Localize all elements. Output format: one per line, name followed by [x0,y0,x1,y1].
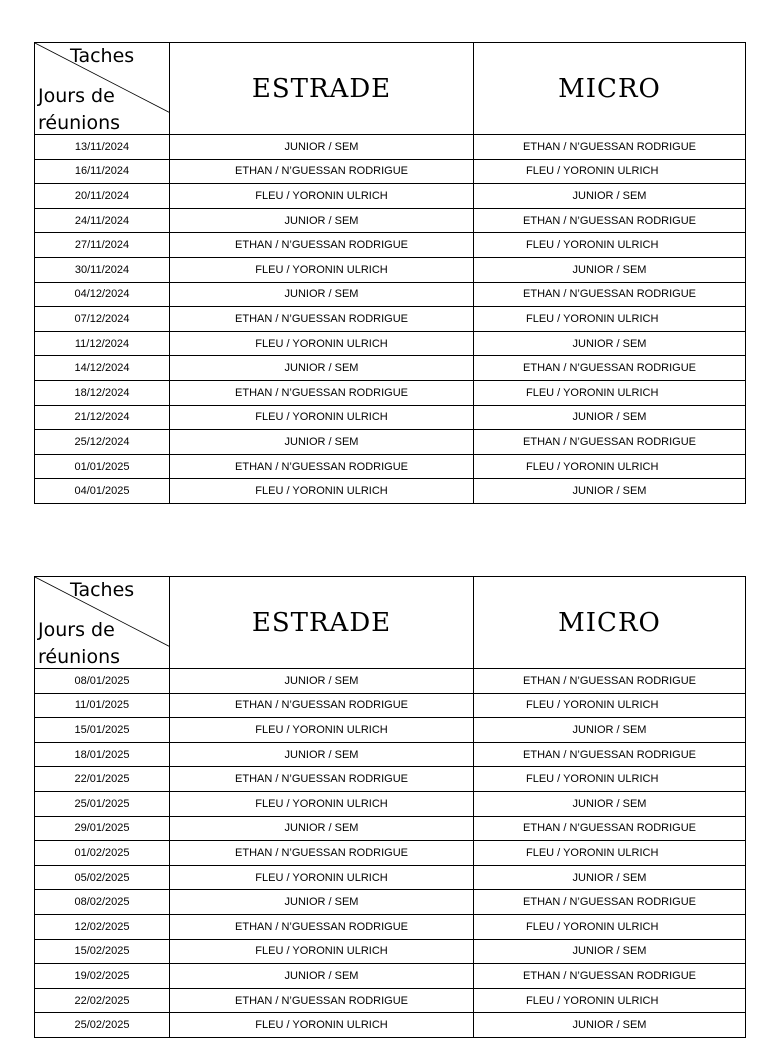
date-cell: 24/11/2024 [35,208,170,233]
table-row [35,767,746,792]
table-row [35,1013,746,1038]
table-row [35,282,746,307]
micro-cell: JUNIOR / SEM [474,791,746,816]
date-cell: 25/12/2024 [35,430,170,455]
table-row [35,135,746,160]
corner-label-taches: Taches [70,579,135,601]
table-row [35,159,746,184]
date-cell: 15/02/2025 [35,939,170,964]
date-cell: 11/01/2025 [35,693,170,718]
date-cell: 15/01/2025 [35,718,170,743]
date-cell: 04/01/2025 [35,479,170,504]
table-row [35,742,746,767]
estrade-cell: ETHAN / N’GUESSAN RODRIGUE [170,159,474,184]
estrade-cell: FLEU / YORONIN ULRICH [170,184,474,209]
estrade-cell: ETHAN / N’GUESSAN RODRIGUE [170,454,474,479]
table-row [35,841,746,866]
table-row [35,405,746,430]
date-cell: 18/12/2024 [35,380,170,405]
micro-cell: JUNIOR / SEM [474,1013,746,1038]
date-cell: 13/11/2024 [35,135,170,160]
micro-cell: FLEU / YORONIN ULRICH [474,988,746,1013]
estrade-cell: JUNIOR / SEM [170,430,474,455]
micro-cell: ETHAN / N’GUESSAN RODRIGUE [474,135,746,160]
table-row [35,331,746,356]
estrade-cell: ETHAN / N’GUESSAN RODRIGUE [170,841,474,866]
column-header-estrade: ESTRADE [170,577,474,669]
estrade-cell: ETHAN / N’GUESSAN RODRIGUE [170,693,474,718]
micro-cell: FLEU / YORONIN ULRICH [474,380,746,405]
column-header-micro: MICRO [474,577,746,669]
estrade-cell: JUNIOR / SEM [170,135,474,160]
micro-cell: ETHAN / N’GUESSAN RODRIGUE [474,890,746,915]
micro-cell: FLEU / YORONIN ULRICH [474,841,746,866]
date-cell: 30/11/2024 [35,257,170,282]
table-row [35,257,746,282]
estrade-cell: ETHAN / N’GUESSAN RODRIGUE [170,767,474,792]
micro-cell: ETHAN / N’GUESSAN RODRIGUE [474,964,746,989]
estrade-cell: FLEU / YORONIN ULRICH [170,718,474,743]
date-cell: 29/01/2025 [35,816,170,841]
date-cell: 07/12/2024 [35,307,170,332]
estrade-cell: JUNIOR / SEM [170,964,474,989]
date-cell: 25/02/2025 [35,1013,170,1038]
estrade-cell: JUNIOR / SEM [170,669,474,694]
table-row [35,307,746,332]
date-cell: 22/02/2025 [35,988,170,1013]
micro-cell: FLEU / YORONIN ULRICH [474,159,746,184]
micro-cell: FLEU / YORONIN ULRICH [474,767,746,792]
date-cell: 04/12/2024 [35,282,170,307]
estrade-cell: FLEU / YORONIN ULRICH [170,865,474,890]
corner-header-cell [35,43,170,135]
estrade-cell: JUNIOR / SEM [170,208,474,233]
estrade-cell: JUNIOR / SEM [170,282,474,307]
micro-cell: JUNIOR / SEM [474,405,746,430]
date-cell: 05/02/2025 [35,865,170,890]
micro-cell: JUNIOR / SEM [474,257,746,282]
micro-cell: ETHAN / N’GUESSAN RODRIGUE [474,816,746,841]
micro-cell: FLEU / YORONIN ULRICH [474,693,746,718]
date-cell: 01/02/2025 [35,841,170,866]
table-row [35,479,746,504]
estrade-cell: ETHAN / N’GUESSAN RODRIGUE [170,233,474,258]
date-cell: 25/01/2025 [35,791,170,816]
micro-cell: FLEU / YORONIN ULRICH [474,454,746,479]
micro-cell: JUNIOR / SEM [474,865,746,890]
table-row [35,914,746,939]
date-cell: 19/02/2025 [35,964,170,989]
date-cell: 27/11/2024 [35,233,170,258]
estrade-cell: ETHAN / N’GUESSAN RODRIGUE [170,307,474,332]
date-cell: 21/12/2024 [35,405,170,430]
header-row [35,577,746,669]
header-row [35,43,746,135]
estrade-cell: FLEU / YORONIN ULRICH [170,331,474,356]
table-row [35,988,746,1013]
date-cell: 12/02/2025 [35,914,170,939]
table-row [35,816,746,841]
date-cell: 20/11/2024 [35,184,170,209]
micro-cell: JUNIOR / SEM [474,479,746,504]
micro-cell: JUNIOR / SEM [474,331,746,356]
estrade-cell: FLEU / YORONIN ULRICH [170,479,474,504]
estrade-cell: FLEU / YORONIN ULRICH [170,257,474,282]
micro-cell: JUNIOR / SEM [474,718,746,743]
table-row [35,693,746,718]
date-cell: 16/11/2024 [35,159,170,184]
micro-cell: FLEU / YORONIN ULRICH [474,307,746,332]
estrade-cell: JUNIOR / SEM [170,742,474,767]
estrade-cell: FLEU / YORONIN ULRICH [170,1013,474,1038]
schedule-table-1 [34,42,746,504]
micro-cell: ETHAN / N’GUESSAN RODRIGUE [474,742,746,767]
micro-cell: JUNIOR / SEM [474,939,746,964]
micro-cell: ETHAN / N’GUESSAN RODRIGUE [474,208,746,233]
table-row [35,865,746,890]
date-cell: 01/01/2025 [35,454,170,479]
estrade-cell: JUNIOR / SEM [170,356,474,381]
corner-label-jours: Jours de réunions [38,85,121,134]
table-row [35,454,746,479]
table-row [35,890,746,915]
table-row [35,208,746,233]
estrade-cell: ETHAN / N’GUESSAN RODRIGUE [170,914,474,939]
date-cell: 18/01/2025 [35,742,170,767]
column-header-estrade: ESTRADE [170,43,474,135]
table-row [35,430,746,455]
micro-cell: FLEU / YORONIN ULRICH [474,233,746,258]
estrade-cell: FLEU / YORONIN ULRICH [170,791,474,816]
estrade-cell: FLEU / YORONIN ULRICH [170,405,474,430]
table-row [35,964,746,989]
table-row [35,184,746,209]
estrade-cell: ETHAN / N’GUESSAN RODRIGUE [170,380,474,405]
date-cell: 08/02/2025 [35,890,170,915]
table-row [35,356,746,381]
column-header-micro: MICRO [474,43,746,135]
micro-cell: JUNIOR / SEM [474,184,746,209]
corner-header-cell [35,577,170,669]
table-row [35,939,746,964]
micro-cell: ETHAN / N’GUESSAN RODRIGUE [474,356,746,381]
date-cell: 11/12/2024 [35,331,170,356]
micro-cell: ETHAN / N’GUESSAN RODRIGUE [474,669,746,694]
table-row [35,669,746,694]
table-row [35,791,746,816]
schedule-table-2 [34,576,746,1038]
date-cell: 08/01/2025 [35,669,170,694]
corner-label-taches: Taches [70,45,135,67]
corner-label-jours: Jours de réunions [38,619,121,668]
table-row [35,233,746,258]
table-row [35,380,746,405]
date-cell: 14/12/2024 [35,356,170,381]
micro-cell: ETHAN / N’GUESSAN RODRIGUE [474,430,746,455]
estrade-cell: JUNIOR / SEM [170,890,474,915]
date-cell: 22/01/2025 [35,767,170,792]
table-row [35,718,746,743]
micro-cell: ETHAN / N’GUESSAN RODRIGUE [474,282,746,307]
estrade-cell: FLEU / YORONIN ULRICH [170,939,474,964]
estrade-cell: ETHAN / N’GUESSAN RODRIGUE [170,988,474,1013]
micro-cell: FLEU / YORONIN ULRICH [474,914,746,939]
estrade-cell: JUNIOR / SEM [170,816,474,841]
